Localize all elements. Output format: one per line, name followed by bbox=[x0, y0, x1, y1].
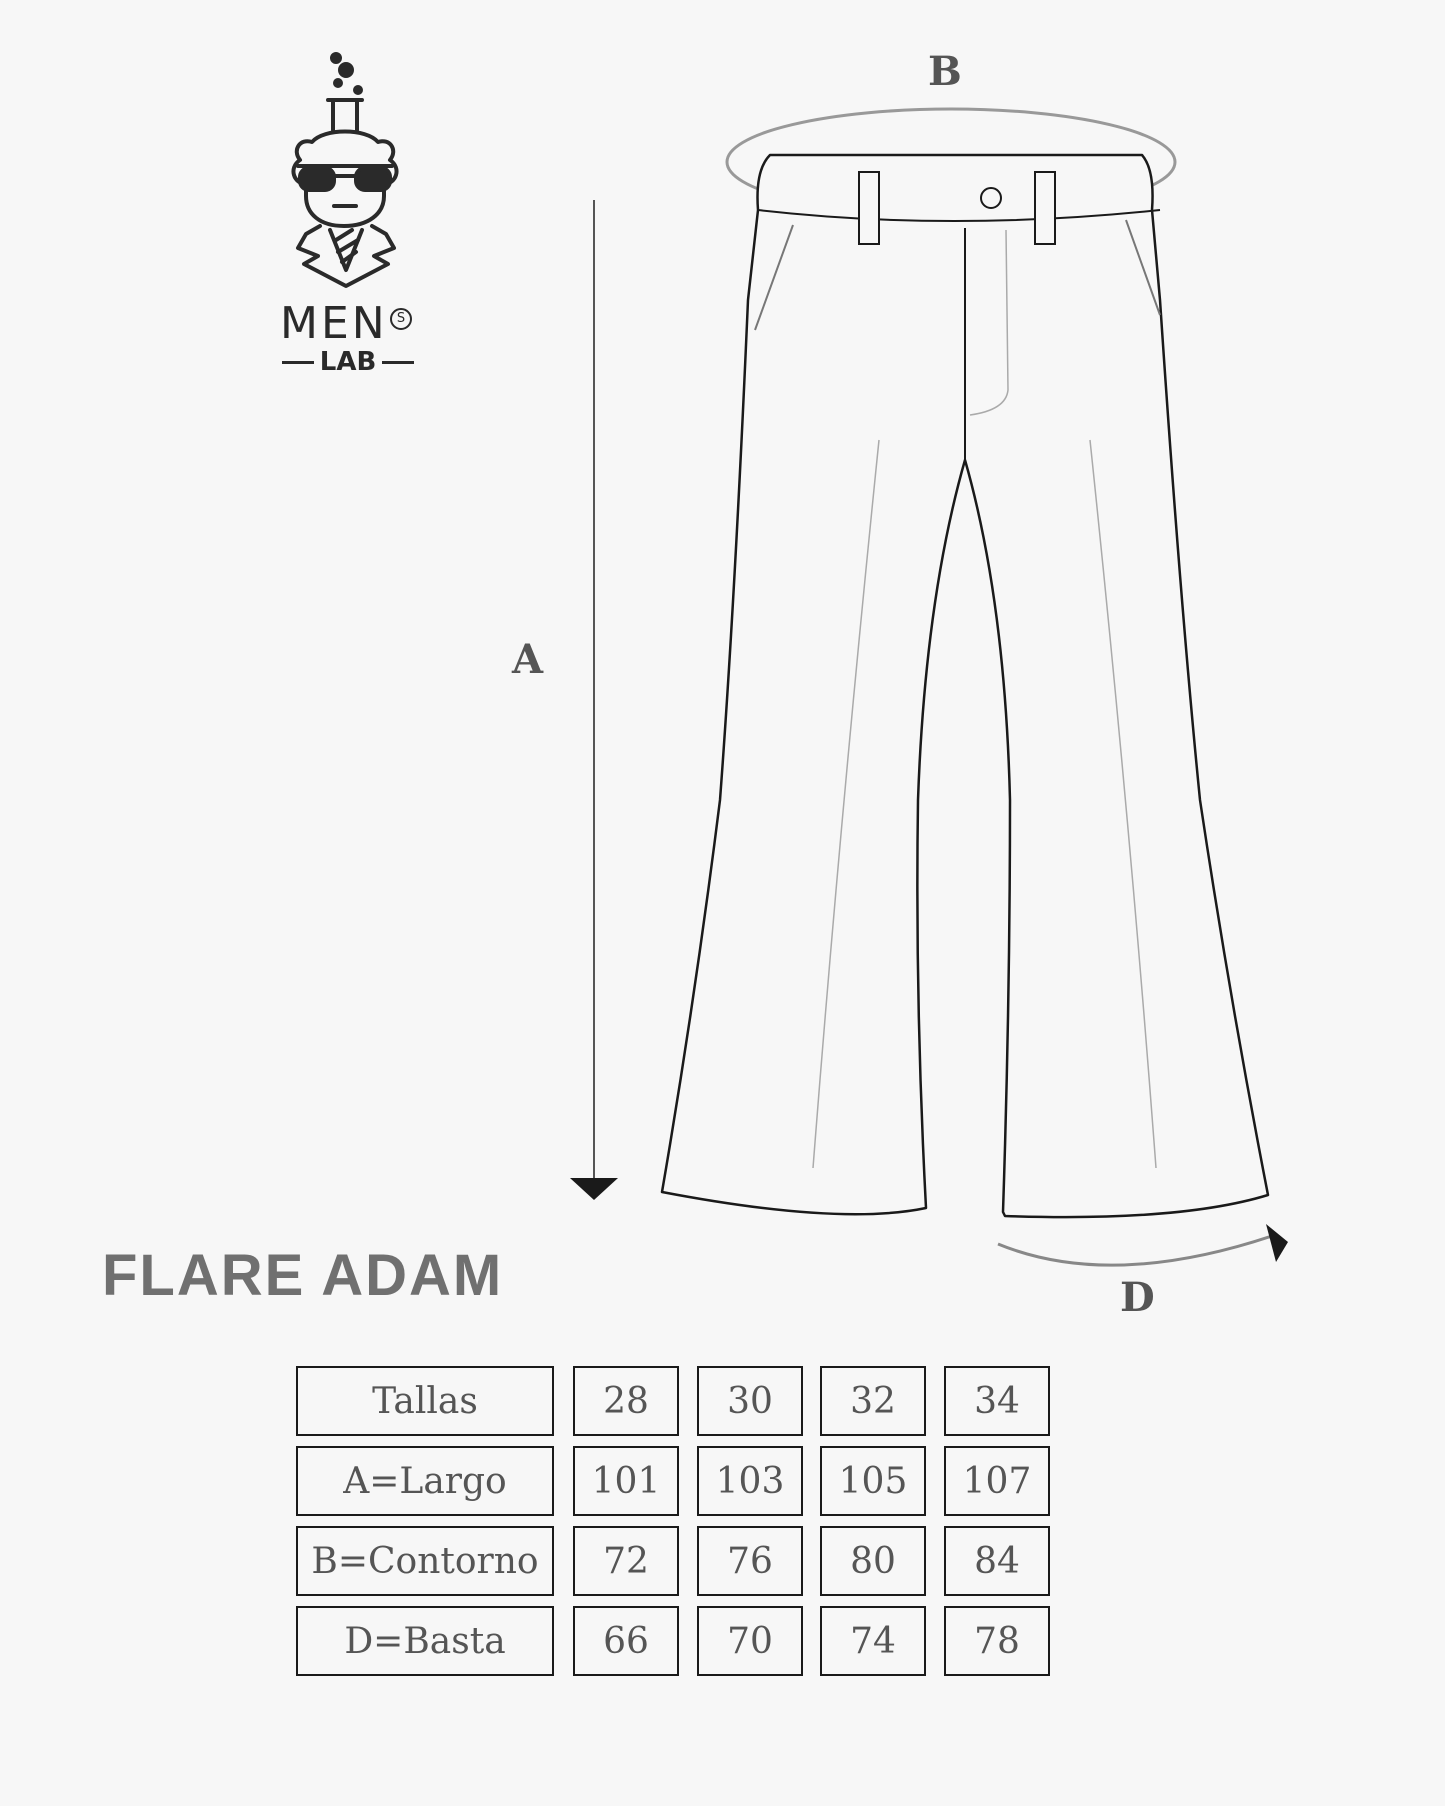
dimension-b-label: B bbox=[928, 48, 962, 95]
registered-mark-icon: S bbox=[390, 308, 412, 330]
dimension-d-arrowhead-icon bbox=[1266, 1224, 1288, 1262]
logo-mascot-icon bbox=[293, 54, 396, 286]
table-cell: 107 bbox=[944, 1446, 1050, 1516]
table-cell: 103 bbox=[697, 1446, 803, 1516]
table-cell: 74 bbox=[820, 1606, 926, 1676]
brand-name: MEN bbox=[280, 298, 388, 349]
dimension-d-arc bbox=[998, 1236, 1272, 1265]
page-title: FLARE ADAM bbox=[102, 1243, 504, 1308]
dimension-a-arrowhead-icon bbox=[570, 1178, 618, 1200]
table-cell: 78 bbox=[944, 1606, 1050, 1676]
table-header-size: 30 bbox=[697, 1366, 803, 1436]
table-header-size: 34 bbox=[944, 1366, 1050, 1436]
table-cell: 76 bbox=[697, 1526, 803, 1596]
table-row-label: B=Contorno bbox=[296, 1526, 554, 1596]
logo-rule-right bbox=[382, 361, 414, 364]
logo-rule-left bbox=[282, 361, 314, 364]
table-cell: 70 bbox=[697, 1606, 803, 1676]
dimension-a-label: A bbox=[512, 636, 544, 683]
dimension-d-label: D bbox=[1120, 1274, 1155, 1321]
table-row-label: A=Largo bbox=[296, 1446, 554, 1516]
table-header-size: 28 bbox=[573, 1366, 679, 1436]
table-row-label: D=Basta bbox=[296, 1606, 554, 1676]
table-row-header-label: Tallas bbox=[296, 1366, 554, 1436]
brand-sub bbox=[282, 347, 414, 377]
table-cell: 80 bbox=[820, 1526, 926, 1596]
table-cell: 101 bbox=[573, 1446, 679, 1516]
table-cell: 84 bbox=[944, 1526, 1050, 1596]
table-header-size: 32 bbox=[820, 1366, 926, 1436]
brand-sub-label: LAB bbox=[319, 347, 377, 377]
table-cell: 66 bbox=[573, 1606, 679, 1676]
table-cell: 105 bbox=[820, 1446, 926, 1516]
table-cell: 72 bbox=[573, 1526, 679, 1596]
